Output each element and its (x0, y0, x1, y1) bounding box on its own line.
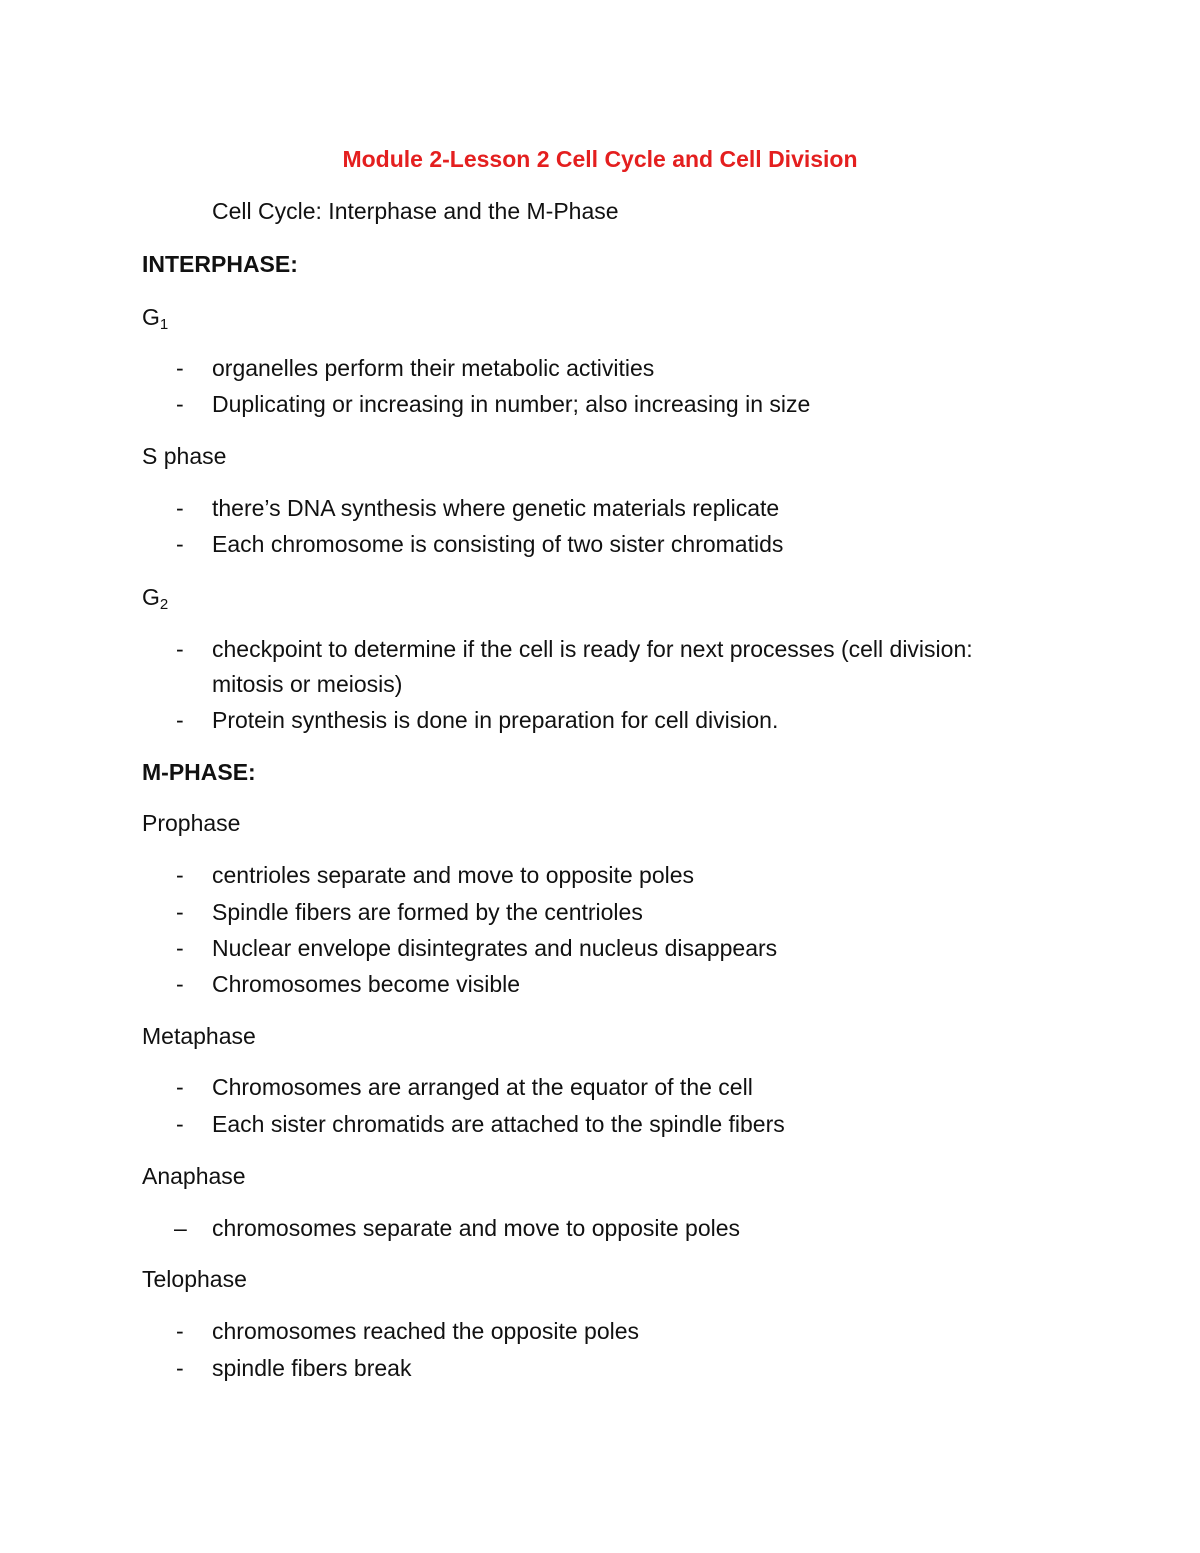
bullet: - (176, 1318, 184, 1344)
telophase-label: Telophase (142, 1266, 247, 1292)
bullet: - (176, 899, 184, 925)
m-phase-heading: M-PHASE: (142, 759, 256, 785)
bullet: - (176, 971, 184, 997)
list-item: Spindle fibers are formed by the centrioles (212, 899, 643, 925)
page-title: Module 2-Lesson 2 Cell Cycle and Cell Division (342, 146, 858, 172)
bullet: - (176, 531, 184, 557)
list-item: spindle fibers break (212, 1355, 412, 1381)
bullet: - (176, 862, 184, 888)
s-phase-label: S phase (142, 443, 227, 469)
g2-subscript: 2 (159, 596, 169, 613)
list-item: Each chromosome is consisting of two sister chromatids (212, 531, 784, 557)
list-item: organelles perform their metabolic activities (212, 355, 655, 381)
list-item: Protein synthesis is done in preparation for cell division. (212, 707, 779, 733)
list-item: Chromosomes become visible (212, 971, 521, 997)
list-item: checkpoint to determine if the cell is ready for next processes (cell division: (212, 636, 973, 662)
g2-label: G2 (142, 584, 169, 613)
metaphase-label: Metaphase (142, 1023, 256, 1049)
list-item: Each sister chromatids are attached to the spindle fibers (212, 1111, 785, 1137)
list-item-continuation: mitosis or meiosis) (212, 671, 403, 697)
bullet: - (176, 495, 184, 521)
list-item: Chromosomes are arranged at the equator of the cell (212, 1074, 753, 1100)
g1-label: G1 (142, 304, 169, 333)
bullet: - (176, 391, 184, 417)
bullet: - (176, 707, 184, 733)
subtitle: Cell Cycle: Interphase and the M-Phase (212, 198, 619, 224)
list-item: chromosomes reached the opposite poles (212, 1318, 640, 1344)
list-item: Duplicating or increasing in number; also increasing in size (212, 391, 811, 417)
anaphase-label: Anaphase (142, 1163, 246, 1189)
list-item: there’s DNA synthesis where genetic materials replicate (212, 495, 780, 521)
bullet: - (176, 636, 184, 662)
interphase-heading: INTERPHASE: (142, 251, 298, 277)
bullet: - (176, 1074, 184, 1100)
bullet: - (176, 355, 184, 381)
list-item: centrioles separate and move to opposite poles (212, 862, 695, 888)
bullet: - (176, 1355, 184, 1381)
list-item: Nuclear envelope disintegrates and nucleus disappears (212, 935, 778, 961)
prophase-label: Prophase (142, 810, 241, 836)
bullet: – (174, 1215, 187, 1241)
bullet: - (176, 935, 184, 961)
list-item: chromosomes separate and move to opposite poles (212, 1215, 741, 1241)
bullet: - (176, 1111, 184, 1137)
g1-subscript: 1 (159, 316, 169, 333)
